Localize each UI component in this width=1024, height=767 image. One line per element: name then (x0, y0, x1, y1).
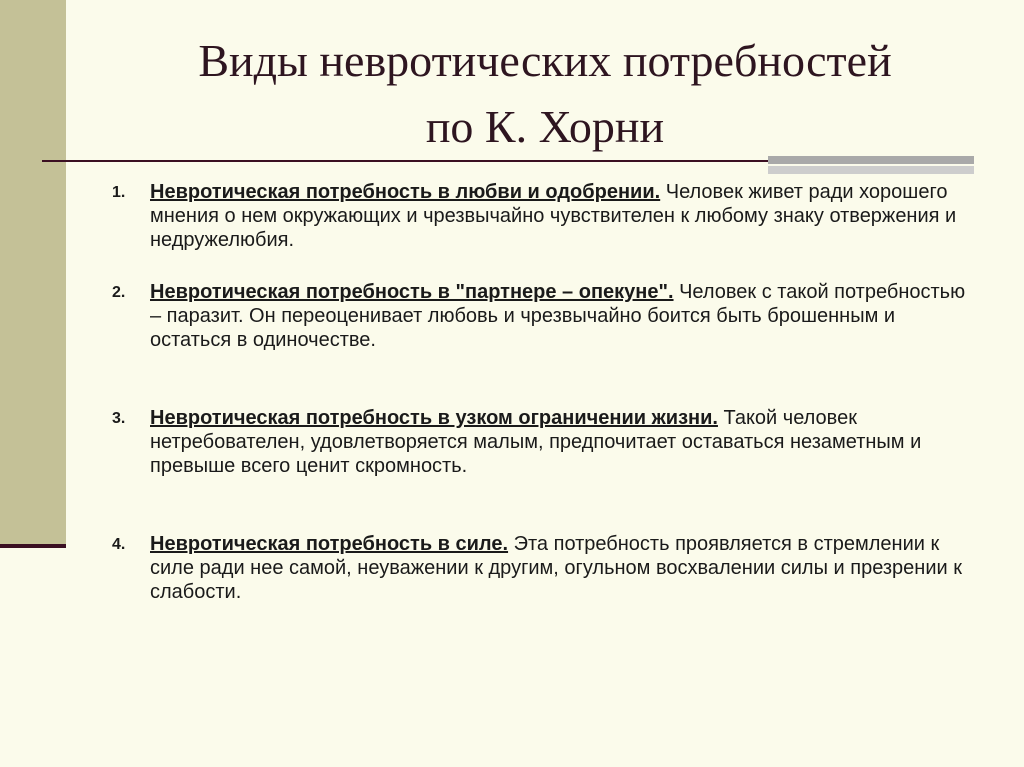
list-item-text (150, 532, 972, 604)
list-item-text (150, 180, 972, 252)
left-decorative-line (0, 544, 66, 548)
divider-accent-light (768, 166, 974, 174)
title-line-2: по К. Хорни (425, 101, 665, 152)
list-item (112, 532, 972, 604)
list-item (112, 406, 972, 478)
list-item (112, 180, 972, 252)
list-item-number: 1. (112, 184, 126, 201)
title-line-1: Виды невротических потребностей (198, 35, 892, 86)
divider-accent-dark (768, 156, 974, 164)
list-item-text (150, 406, 972, 478)
list-item-number: 4. (112, 536, 126, 553)
slide-title (66, 28, 1024, 160)
list-item-body: Человек живет ради хорошего мнения о нем окружающих и чрезвычайно чувствителен к любому знаку отвержения и недружелюбия. (150, 181, 957, 251)
list-item-heading: Невротическая потребность в силе. (150, 533, 509, 555)
list-item-text (150, 280, 972, 352)
list-item-body: Такой человек нетребователен, удовлетворяется малым, предпочитает оставаться незаметным и превыше всего ценит скромность. (150, 407, 922, 477)
list-item-heading: Невротическая потребность в любви и одобрении. (150, 181, 661, 203)
list-item-body: Человек с такой потребностью – паразит. Он переоценивает любовь и чрезвычайно боится быть брошенным и остаться в одиночестве. (150, 281, 966, 351)
list-item-number: 3. (112, 410, 126, 427)
list-item-heading: Невротическая потребность в узком ограничении жизни. (150, 407, 718, 429)
left-decorative-bar (0, 0, 66, 544)
list-item-heading: Невротическая потребность в "партнере – опекуне". (150, 281, 674, 303)
list-item-body: Эта потребность проявляется в стремлении к силе ради нее самой, неуважении к другим, огульном восхвалении силы и презрении к слабости. (150, 533, 962, 603)
list-item-number: 2. (112, 284, 126, 301)
list-item (112, 280, 972, 352)
